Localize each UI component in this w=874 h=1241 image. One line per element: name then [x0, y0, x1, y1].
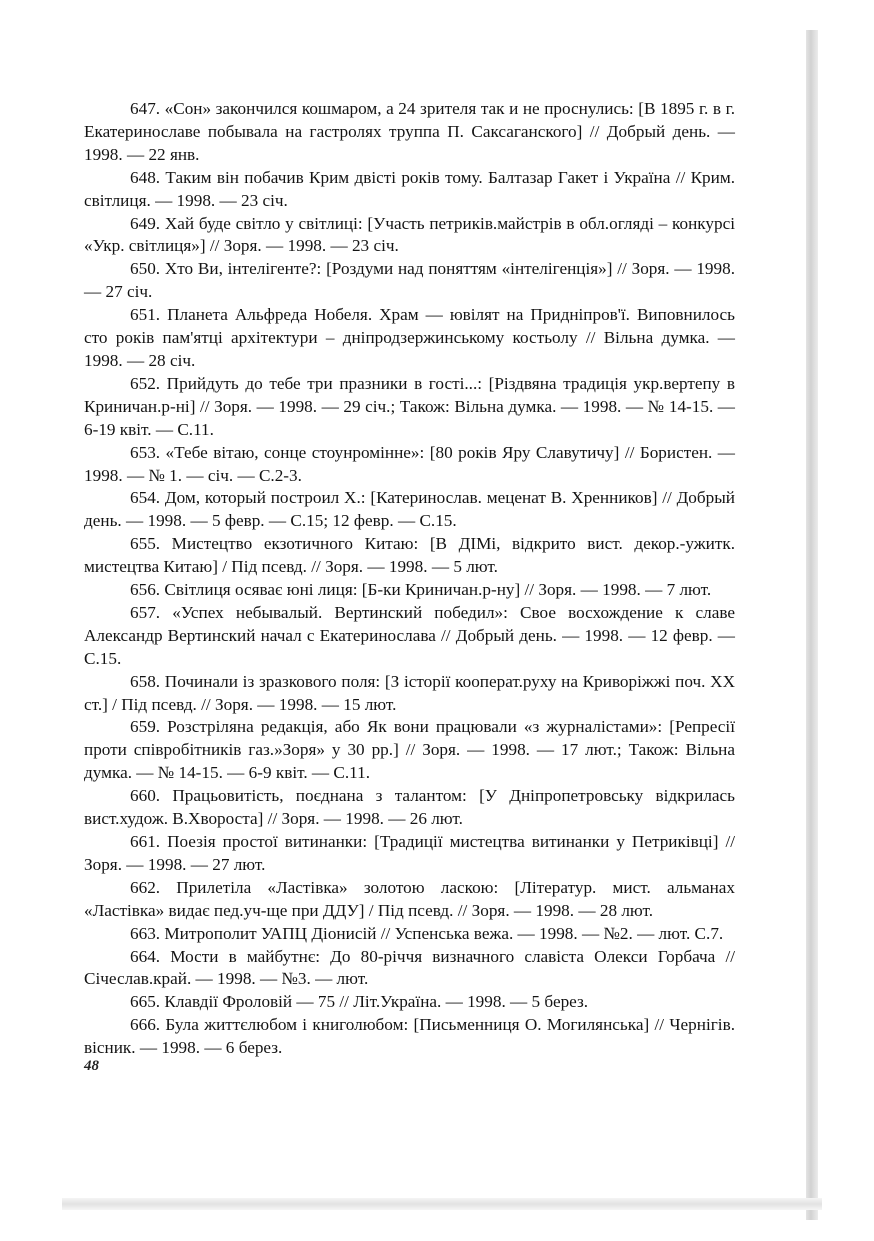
- bibliography-entry: 652. Прийдуть до тебе три празники в гості...: [Різдвяна традиція укр.вертепу в Криничан.р-ні] // Зоря. — 1998. — 29 січ.; Також: Вільна думка. — 1998. — № 14-15. — 6-19 квіт. — С.11.: [84, 373, 735, 439]
- bibliography-entry: 650. Хто Ви, інтелігенте?: [Роздуми над поняттям «інтелігенція»] // Зоря. — 1998. — 27 січ.: [84, 259, 735, 302]
- bibliography-entry: 657. «Успех небывалый. Вертинский победил»: Свое восхождение к славе Александр Вертинский начал с Екатеринослава // Добрый день. — 1998. — 12 февр. — С.15.: [84, 602, 735, 668]
- page-edge-shadow-right: [806, 30, 818, 1220]
- bibliography-list: [84, 98, 735, 1060]
- bibliography-entry: 649. Хай буде світло у світлиці: [Участь петриків.майстрів в обл.огляді – конкурсі «Укр. світлиця»] // Зоря. — 1998. — 23 січ.: [84, 213, 735, 256]
- bibliography-entry: 651. Планета Альфреда Нобеля. Храм — ювілят на Придніпров'ї. Виповнилось сто років пам'ятці архітектури – дніпродзержинському костьолу // Вільна думка. — 1998. — 28 січ.: [84, 305, 735, 370]
- bibliography-entry: 665. Клавдії Фроловій — 75 // Літ.Україна. — 1998. — 5 берез.: [130, 992, 589, 1012]
- bibliography-entry: 666. Була життєлюбом і книголюбом: [Письменниця О. Могилянська] // Чернігів. вісник. — 1998. — 6 берез.: [84, 1015, 735, 1058]
- bibliography-entry: 663. Митрополит УАПЦ Діонисій // Успенська вежа. — 1998. — №2. — лют. С.7.: [130, 923, 724, 943]
- bibliography-entry: 648. Таким він побачив Крим двісті років тому. Балтазар Гакет і Україна // Крим. світлиця. — 1998. — 23 січ.: [84, 167, 735, 210]
- bibliography-entry: 659. Розстріляна редакція, або Як вони працювали «з журналістами»: [Репресії проти співробітників газ.»Зоря» у 30 рр.] // Зоря. — 1998. — 17 лют.; Також: Вільна думка. — № 14-15. — 6-9 квіт. — С.11.: [84, 717, 735, 783]
- bibliography-entry: 660. Працьовитість, поєднана з талантом: [У Дніпропетровську відкрилась вист.худож. В.Хвороста] // Зоря. — 1998. — 26 лют.: [84, 786, 735, 829]
- bibliography-entry: 664. Мости в майбутнє: До 80-річчя визначного славіста Олекси Горбача // Січеслав.край. — 1998. — №3. — лют.: [84, 946, 735, 989]
- page-number: 48: [84, 1058, 99, 1074]
- bibliography-entry: 653. «Тебе вітаю, сонце стоунромінне»: [80 років Яру Славутичу] // Бористен. — 1998. — № 1. — січ. — С.2-3.: [84, 442, 735, 485]
- bibliography-entry: 661. Поезія простої витинанки: [Традиції мистецтва витинанки у Петриківці] // Зоря. — 1998. — 27 лют.: [84, 832, 735, 874]
- bibliography-entry: 656. Світлиця осяває юні лиця: [Б-ки Криничан.р-ну] // Зоря. — 1998. — 7 лют.: [130, 580, 712, 600]
- page-edge-shadow-bottom: [62, 1198, 822, 1210]
- bibliography-entry: 662. Прилетіла «Ластівка» золотою ласкою: [Літератур. мист. альманах «Ластівка» видає пед.уч-ще при ДДУ] / Під псевд. // Зоря. — 1998. — 28 лют.: [84, 877, 735, 920]
- bibliography-entry: 654. Дом, который построил Х.: [Катеринослав. меценат В. Хренников] // Добрый день. — 1998. — 5 февр. — С.15; 12 февр. — С.15.: [84, 488, 735, 531]
- bibliography-entry: 655. Мистецтво екзотичного Китаю: [В ДІМі, відкрито вист. декор.-ужитк. мистецтва Китаю] / Під псевд. // Зоря. — 1998. — 5 лют.: [84, 534, 735, 577]
- bibliography-entry: 647. «Сон» закончился кошмаром, а 24 зрителя так и не проснулись: [В 1895 г. в г. Екатеринославе побывала на гастролях труппа П. Саксаганского] // Добрый день. — 1998. — 22 янв.: [84, 99, 735, 164]
- bibliography-entry: 658. Починали із зразкового поля: [З історії кооперат.руху на Криворіжжі поч. ХХ ст.] / Під псевд. // Зоря. — 1998. — 15 лют.: [84, 671, 735, 714]
